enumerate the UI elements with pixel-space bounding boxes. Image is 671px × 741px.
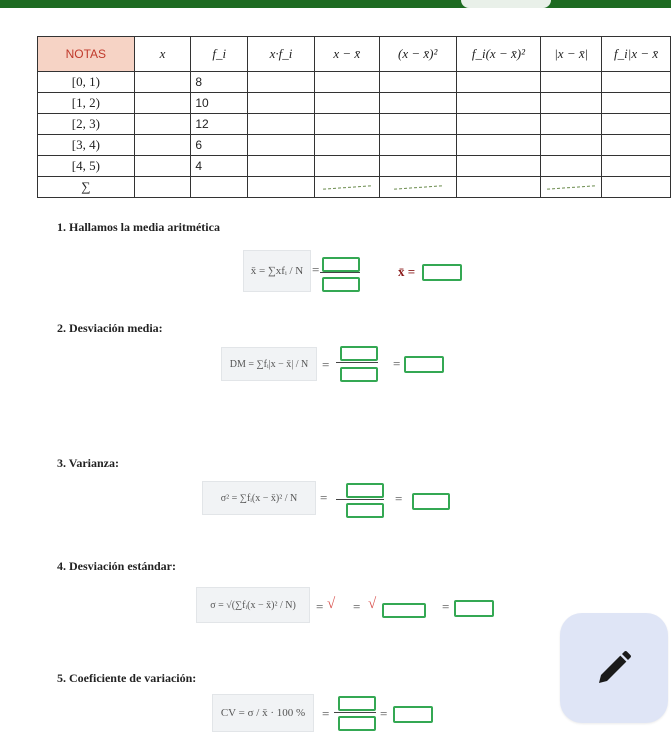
var-result-box[interactable]: [412, 493, 450, 510]
mean-result-label: x̄ =: [398, 264, 416, 279]
table-row: [38, 156, 671, 177]
fraction-line: [336, 362, 378, 363]
sum-row: [38, 177, 671, 198]
sqrt-symbol: √: [327, 596, 336, 612]
fiabsdev-cell[interactable]: [602, 114, 671, 135]
equals-sign: =: [322, 357, 330, 372]
dev-cell[interactable]: [314, 93, 379, 114]
cv-formula: CV = σ / x̄ · 100 %: [212, 694, 314, 732]
header-x-minus-mean: x − x̄: [314, 37, 379, 72]
pencil-icon: [594, 648, 634, 688]
x-cell[interactable]: [134, 93, 191, 114]
fisqdev-cell[interactable]: [456, 135, 541, 156]
header-fi-abs-dev: f_i|x − x̄: [602, 37, 671, 72]
sqdev-cell[interactable]: [379, 156, 456, 177]
header-fi-squared-dev: f_i(x − x̄)²: [456, 37, 541, 72]
fiabsdev-cell[interactable]: [602, 72, 671, 93]
header-x: x: [134, 37, 191, 72]
step-3-title: 3. Varianza:: [57, 456, 120, 470]
sd-radicand-box[interactable]: [382, 603, 426, 618]
sum-xfi-cell[interactable]: [248, 177, 315, 198]
equals-sign: =: [395, 491, 403, 506]
dm-denominator-box[interactable]: [340, 367, 378, 382]
fi-cell: 4: [191, 156, 248, 177]
sum-dev-cell: [314, 177, 379, 198]
edit-button[interactable]: [560, 613, 668, 723]
absdev-cell[interactable]: [541, 72, 602, 93]
fiabsdev-cell[interactable]: [602, 135, 671, 156]
sqdev-cell[interactable]: [379, 72, 456, 93]
interval-cell: [4, 5): [38, 156, 135, 177]
cv-result-box[interactable]: [393, 706, 433, 723]
header-abs-dev: |x − x̄|: [541, 37, 602, 72]
interval-cell: [3, 4): [38, 135, 135, 156]
cv-numerator-box[interactable]: [338, 696, 376, 711]
dash-mark: [323, 185, 371, 189]
absdev-cell[interactable]: [541, 156, 602, 177]
sd-result-box[interactable]: [454, 600, 494, 617]
mean-denominator-box[interactable]: [322, 277, 360, 292]
fisqdev-cell[interactable]: [456, 72, 541, 93]
fi-cell: 8: [191, 72, 248, 93]
table-row: [38, 114, 671, 135]
fisqdev-cell[interactable]: [456, 93, 541, 114]
xfi-cell[interactable]: [248, 114, 315, 135]
cv-denominator-box[interactable]: [338, 716, 376, 731]
interval-cell: [0, 1): [38, 72, 135, 93]
sum-fiabsdev-cell[interactable]: [602, 177, 671, 198]
header-xfi: x·f_i: [248, 37, 315, 72]
sum-sqdev-cell: [379, 177, 456, 198]
absdev-cell[interactable]: [541, 114, 602, 135]
dev-cell[interactable]: [314, 156, 379, 177]
sqdev-cell[interactable]: [379, 93, 456, 114]
fi-cell: 10: [191, 93, 248, 114]
fiabsdev-cell[interactable]: [602, 93, 671, 114]
absdev-cell[interactable]: [541, 135, 602, 156]
equals-sign: =: [393, 356, 401, 371]
equals-sign: =: [320, 490, 328, 505]
xfi-cell[interactable]: [248, 93, 315, 114]
step-5-title: 5. Coeficiente de variación:: [57, 671, 197, 685]
table-header-row: [38, 37, 671, 72]
x-cell[interactable]: [134, 114, 191, 135]
sum-fisqdev-cell[interactable]: [456, 177, 541, 198]
equals-sign: =: [316, 599, 324, 614]
x-cell[interactable]: [134, 156, 191, 177]
xfi-cell[interactable]: [248, 72, 315, 93]
top-bar: [0, 0, 671, 8]
fi-cell: 6: [191, 135, 248, 156]
dash-mark: [394, 185, 442, 189]
sqrt-symbol: √: [368, 596, 377, 612]
xfi-cell[interactable]: [248, 156, 315, 177]
dm-result-box[interactable]: [404, 356, 444, 373]
fisqdev-cell[interactable]: [456, 114, 541, 135]
mean-result-box[interactable]: [422, 264, 462, 281]
mean-formula: x̄ = ∑xfᵢ / N: [243, 250, 311, 292]
fraction-line: [320, 272, 360, 273]
table-row: [38, 135, 671, 156]
sqdev-cell[interactable]: [379, 114, 456, 135]
interval-cell: [2, 3): [38, 114, 135, 135]
variance-formula: σ² = ∑fᵢ(x − x̄)² / N: [202, 481, 316, 515]
var-denominator-box[interactable]: [346, 503, 384, 518]
equals-sign: =: [312, 262, 320, 277]
interval-cell: [1, 2): [38, 93, 135, 114]
step-4-title: 4. Desviación estándar:: [57, 559, 176, 573]
absdev-cell[interactable]: [541, 93, 602, 114]
var-numerator-box[interactable]: [346, 483, 384, 498]
header-notas: NOTAS: [38, 37, 135, 72]
mean-numerator-box[interactable]: [322, 257, 360, 272]
fiabsdev-cell[interactable]: [602, 156, 671, 177]
dm-numerator-box[interactable]: [340, 346, 378, 361]
dev-cell[interactable]: [314, 135, 379, 156]
dm-formula: DM = ∑fᵢ|x − x̄| / N: [221, 347, 317, 381]
top-bar-curve: [461, 0, 551, 8]
frequency-table: [37, 36, 671, 198]
equals-sign: =: [322, 706, 330, 721]
header-fi: f_i: [191, 37, 248, 72]
fisqdev-cell[interactable]: [456, 156, 541, 177]
fi-cell: 12: [191, 114, 248, 135]
sqdev-cell[interactable]: [379, 135, 456, 156]
fraction-line: [334, 712, 376, 713]
header-squared-dev: (x − x̄)²: [379, 37, 456, 72]
fraction-line: [336, 499, 384, 500]
dash-mark: [547, 185, 595, 189]
equals-sign: =: [380, 706, 388, 721]
sum-fi-cell[interactable]: [191, 177, 248, 198]
x-cell[interactable]: [134, 72, 191, 93]
sum-x-cell[interactable]: [134, 177, 191, 198]
xfi-cell[interactable]: [248, 135, 315, 156]
table-row: [38, 72, 671, 93]
sum-label: ∑: [38, 177, 135, 198]
equals-sign: =: [353, 599, 361, 614]
step-2-title: 2. Desviación media:: [57, 321, 163, 335]
sd-formula: σ = √(∑fᵢ(x − x̄)² / N): [196, 587, 310, 623]
equals-sign: =: [442, 599, 450, 614]
sum-absdev-cell: [541, 177, 602, 198]
step-1-title: 1. Hallamos la media aritmética: [57, 220, 220, 234]
x-cell[interactable]: [134, 135, 191, 156]
dev-cell[interactable]: [314, 114, 379, 135]
dev-cell[interactable]: [314, 72, 379, 93]
table-row: [38, 93, 671, 114]
